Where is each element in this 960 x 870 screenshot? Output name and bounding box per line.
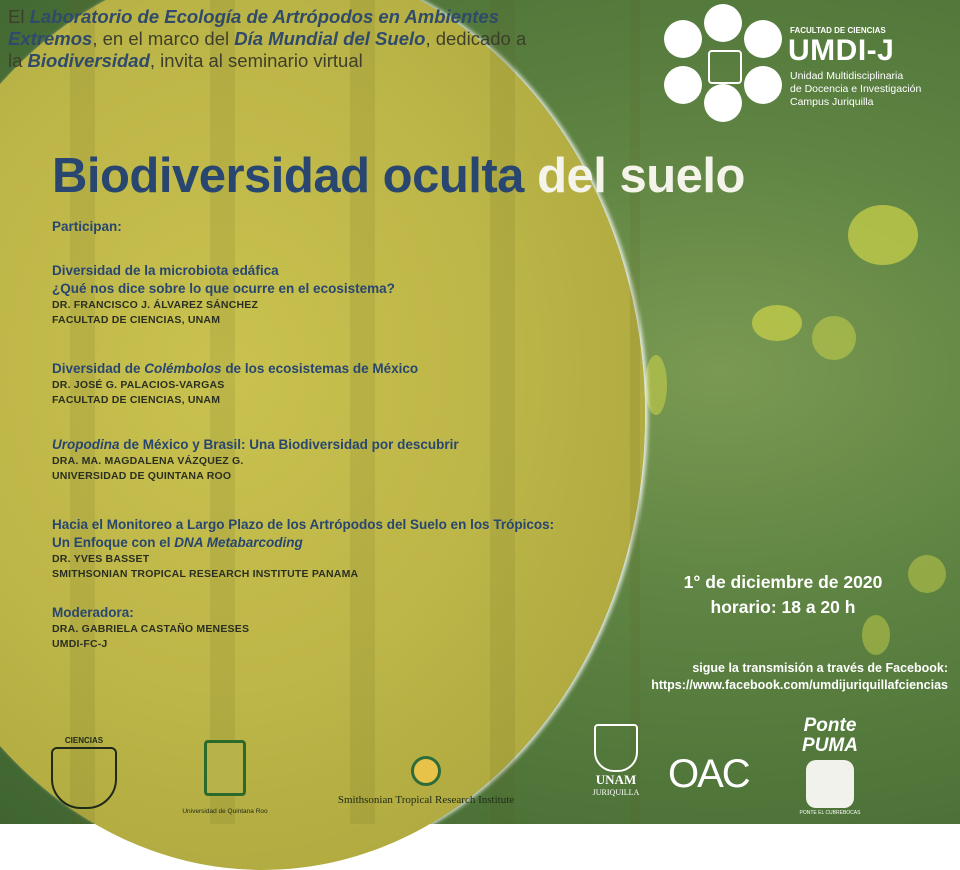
unam-shield-icon bbox=[51, 747, 117, 809]
sun-icon bbox=[411, 756, 441, 786]
event-datetime: 1° de diciembre de 2020 horario: 18 a 20 h bbox=[683, 572, 883, 617]
facebook-link[interactable]: https://www.facebook.com/umdijuriquillafciencias bbox=[651, 678, 948, 692]
unam-shield-icon bbox=[594, 724, 638, 772]
talk-3: Uropodina de México y Brasil: Una Biodiversidad por descubrir DRA. MA. MAGDALENA VÁZQUEZ G. UNIVERSIDAD DE QUINTANA ROO bbox=[52, 437, 459, 482]
arthropod-image bbox=[752, 305, 802, 341]
quintana-roo-logo: Universidad de Quintana Roo bbox=[170, 740, 280, 820]
moderator: Moderadora: DRA. GABRIELA CASTAÑO MENESES UMDI-FC-J bbox=[52, 605, 250, 650]
arthropod-image bbox=[812, 316, 856, 360]
unam-juriquilla-logo: UNAM JURIQUILLA bbox=[588, 724, 644, 814]
arthropod-image bbox=[645, 355, 667, 415]
ciencias-logo: CIENCIAS bbox=[46, 736, 122, 812]
intro-text: El Laboratorio de Ecología de Artrópodos en Ambientes Extremos, en el marco del Día Mundial del Suelo, dedicado a la Biodiversidad, invita al seminario virtual bbox=[8, 6, 527, 71]
smithsonian-logo: Smithsonian Tropical Research Institute bbox=[326, 756, 526, 816]
quintana-roo-emblem-icon bbox=[204, 740, 246, 796]
arthropod-image bbox=[848, 205, 918, 265]
facebook-info: sigue la transmisión a través de Facebook: https://www.facebook.com/umdijuriquillafciencias bbox=[651, 661, 948, 692]
ponte-puma-logo: Ponte PUMA PONTE EL CUBREBOCAS bbox=[799, 715, 861, 816]
unam-shield-icon bbox=[708, 50, 742, 84]
seminar-title: Biodiversidad oculta del suelo bbox=[52, 149, 745, 203]
puma-face-icon bbox=[806, 760, 854, 808]
participants-heading: Participan: bbox=[52, 219, 122, 234]
oac-logo: OAC bbox=[668, 752, 749, 796]
talk-1: Diversidad de la microbiota edáfica ¿Qué nos dice sobre lo que ocurre en el ecosistema? DR. FRANCISCO J. ÁLVAREZ SÁNCHEZ FACULTAD DE CIENCIAS, UNAM bbox=[52, 263, 395, 326]
umdi-logo: FACULTAD DE CIENCIAS UMDI-J Unidad Multidisciplinaria de Docencia e Investigación Campus Juriquilla bbox=[660, 4, 950, 134]
arthropod-image bbox=[862, 615, 890, 655]
talk-2: Diversidad de Colémbolos de los ecosistemas de México DR. JOSÉ G. PALACIOS-VARGAS FACULTAD DE CIENCIAS, UNAM bbox=[52, 361, 419, 406]
talk-4: Hacia el Monitoreo a Largo Plazo de los Artrópodos del Suelo en los Trópicos: Un Enfoque con el DNA Metabarcoding DR. YVES BASSET SMITHSONIAN TROPICAL RESEARCH INSTITUTE PANAMA bbox=[52, 517, 555, 580]
